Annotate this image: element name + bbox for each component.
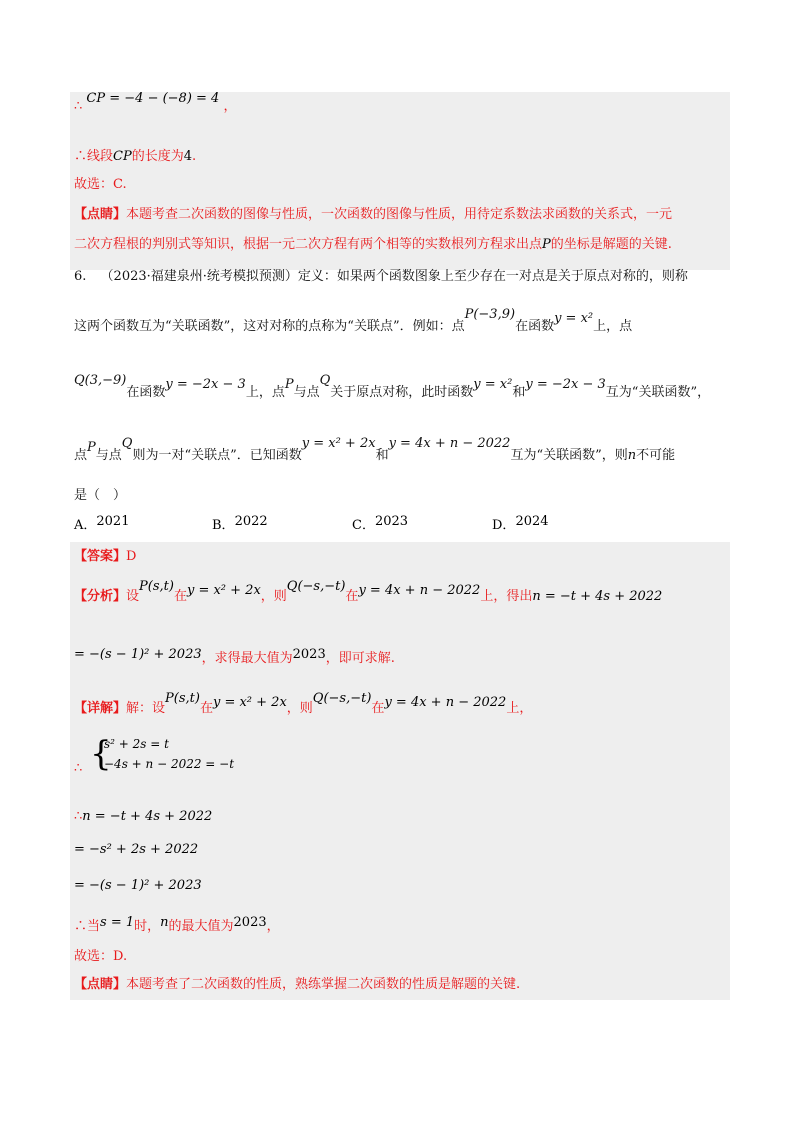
comment-text-2a: 二次方程根的判别式等知识，根据一元二次方程有两个相等的实数根列方程求出点 xyxy=(74,237,543,252)
question-text: 与点 xyxy=(293,385,320,400)
cp-length-mid: 的长度为 xyxy=(131,149,184,164)
comment-tag: 【点睛】 xyxy=(74,977,127,992)
system-equation-2: −4s + n − 2022 = −t xyxy=(104,757,235,771)
option-label: C． xyxy=(352,518,375,533)
answer-value: D xyxy=(126,549,137,564)
detail-conclusion xyxy=(74,915,280,936)
option-value: 2021 xyxy=(96,514,130,529)
function-linear: y = −2x − 3 xyxy=(165,377,246,392)
analysis-text: 在 xyxy=(173,589,187,604)
question-text: 这两个函数互为“关联函数”，这对对称的点称为“关联点”．例如：点 xyxy=(74,319,465,334)
condition-s-1: s = 1 xyxy=(100,915,135,930)
point-q-coords: Q(3,−9) xyxy=(74,373,127,388)
var-n: n xyxy=(627,448,637,463)
n-expression: n = −t + 4s + 2022 xyxy=(82,809,213,824)
question-text: 不可能 xyxy=(636,448,676,463)
analysis-text: ，求得最大值为 xyxy=(201,651,293,666)
comma: ， xyxy=(223,99,237,114)
option-label: D． xyxy=(492,518,516,533)
n-expanded: = −s² + 2s + 2022 xyxy=(74,842,199,857)
function-linear-n: y = 4x + n − 2022 xyxy=(384,695,507,710)
detail-text: 时， xyxy=(134,919,161,934)
answer-tag: 【答案】 xyxy=(74,549,127,564)
cp-equation: CP = −4 − (−8) = 4 xyxy=(86,91,220,106)
analysis-text: ，则 xyxy=(260,589,287,604)
analysis-text: 设 xyxy=(126,589,140,604)
left-brace: { xyxy=(90,734,112,774)
point-p-coords: P(−3,9) xyxy=(464,307,516,322)
analysis-line-2 xyxy=(74,647,395,668)
analysis-text: ，即可求解. xyxy=(325,651,395,666)
option-value: 2022 xyxy=(234,514,268,529)
option-c[interactable] xyxy=(352,514,408,533)
function-quadratic: y = x² + 2x xyxy=(212,695,287,710)
var-n: n xyxy=(160,915,169,930)
analysis-tag: 【分析】 xyxy=(74,589,127,604)
detail-step-1 xyxy=(74,808,212,826)
question-text: 和 xyxy=(375,448,389,463)
question-line-3 xyxy=(74,373,711,402)
function-quadratic: y = x² + 2x xyxy=(186,583,261,598)
analysis-line-1 xyxy=(74,579,663,606)
question-text: 在函数 xyxy=(515,319,555,334)
therefore-symbol: ∴ xyxy=(74,809,83,824)
system-equation-1: s² + 2s = t xyxy=(104,737,169,751)
function-quadratic: y = x² + 2x xyxy=(301,436,376,451)
cp-var: CP xyxy=(113,149,132,164)
function-linear-n: y = 4x + n − 2022 xyxy=(388,436,511,451)
comment-tag: 【点睛】 xyxy=(74,207,127,222)
comment-text-1: 本题考查二次函数的图像与性质，一次函数的图像与性质，用待定系数法求函数的关系式，一元 xyxy=(126,207,673,222)
prev-comment-line-1 xyxy=(74,206,672,224)
question-text: 互为“关联函数”，则 xyxy=(510,448,628,463)
detail-text: 的最大值为 xyxy=(168,919,234,934)
detail-text: 上， xyxy=(506,701,533,716)
prev-choice: 故选：C. xyxy=(74,177,127,192)
question-text: 上，点 xyxy=(593,319,633,334)
question-text: 则为一对“关联点”．已知函数 xyxy=(132,448,302,463)
question-line-1 xyxy=(74,268,688,286)
therefore-symbol: ∴ xyxy=(74,761,83,776)
detail-choice: 故选：D. xyxy=(74,949,128,964)
analysis-text: 上，得出 xyxy=(480,589,533,604)
analysis-text: 在 xyxy=(345,589,359,604)
question-text: 点 xyxy=(74,448,88,463)
comment-text-2b: 的坐标是解题的关键. xyxy=(550,237,672,252)
question-text: 在函数 xyxy=(126,385,166,400)
max-value: 2023 xyxy=(233,915,267,930)
prev-comment-line-2 xyxy=(74,236,672,254)
therefore-symbol: ∴ xyxy=(74,99,83,114)
option-b[interactable] xyxy=(212,514,268,533)
function-y-x2: y = x² xyxy=(554,311,594,326)
question-text: 上，点 xyxy=(245,385,285,400)
detail-step-2 xyxy=(74,841,198,859)
cp-length-line xyxy=(74,148,196,166)
detail-comment xyxy=(74,976,520,994)
var-q: Q xyxy=(121,436,133,451)
comma: ， xyxy=(266,919,280,934)
n-expression: n = −t + 4s + 2022 xyxy=(532,589,663,604)
point-p-st: P(s,t) xyxy=(165,691,200,706)
var-p: P xyxy=(284,377,294,392)
question-number: 6. xyxy=(74,269,87,284)
point-q-st: Q(−s,−t) xyxy=(286,579,346,594)
question-line-4 xyxy=(74,436,676,465)
n-vertex-form: = −(s − 1)² + 2023 xyxy=(74,878,202,893)
question-text: 与点 xyxy=(95,448,122,463)
max-value: 2023 xyxy=(292,647,326,662)
question-line-2 xyxy=(74,307,633,336)
period: . xyxy=(192,149,197,164)
question-line-5: 是（ ） xyxy=(74,488,127,503)
detail-text: 在 xyxy=(371,701,385,716)
var-p: P xyxy=(87,440,96,455)
detail-text: ，则 xyxy=(286,701,313,716)
point-q-st: Q(−s,−t) xyxy=(312,691,372,706)
detail-line-1 xyxy=(74,691,533,718)
option-label: A． xyxy=(74,518,97,533)
comment-text: 本题考查了二次函数的性质，熟练掌握二次函数的性质是解题的关键. xyxy=(126,977,521,992)
cp-calc-line xyxy=(74,91,237,116)
function-linear-n: y = 4x + n − 2022 xyxy=(358,583,481,598)
option-d[interactable] xyxy=(492,514,549,533)
n-vertex-form: = −(s − 1)² + 2023 xyxy=(74,647,202,662)
question-text: 关于原点对称，此时函数 xyxy=(330,385,474,400)
detail-step-3 xyxy=(74,877,202,895)
cp-length-prefix: ∴线段 xyxy=(74,149,114,164)
option-label: B． xyxy=(212,518,235,533)
option-value: 2023 xyxy=(374,514,409,529)
answer-line xyxy=(74,548,136,566)
question-text: 和 xyxy=(512,385,526,400)
option-a[interactable] xyxy=(74,514,129,533)
detail-tag: 【详解】 xyxy=(74,701,127,716)
question-source: （2023·福建泉州·统考模拟预测）定义：如果两个函数图象上至少存在一对点是关于原点对称的，则称 xyxy=(100,269,688,284)
detail-text: ∴当 xyxy=(74,919,101,934)
question-text: 互为“关联函数”， xyxy=(605,385,711,400)
detail-text: 解：设 xyxy=(126,701,166,716)
var-q: Q xyxy=(319,373,331,388)
option-value: 2024 xyxy=(515,514,549,529)
comment-var-p: P xyxy=(542,237,551,252)
function-y-x2: y = x² xyxy=(473,377,513,392)
detail-text: 在 xyxy=(199,701,213,716)
cp-length-value: 4 xyxy=(183,149,193,164)
function-linear: y = −2x − 3 xyxy=(525,377,606,392)
point-p-st: P(s,t) xyxy=(139,579,174,594)
